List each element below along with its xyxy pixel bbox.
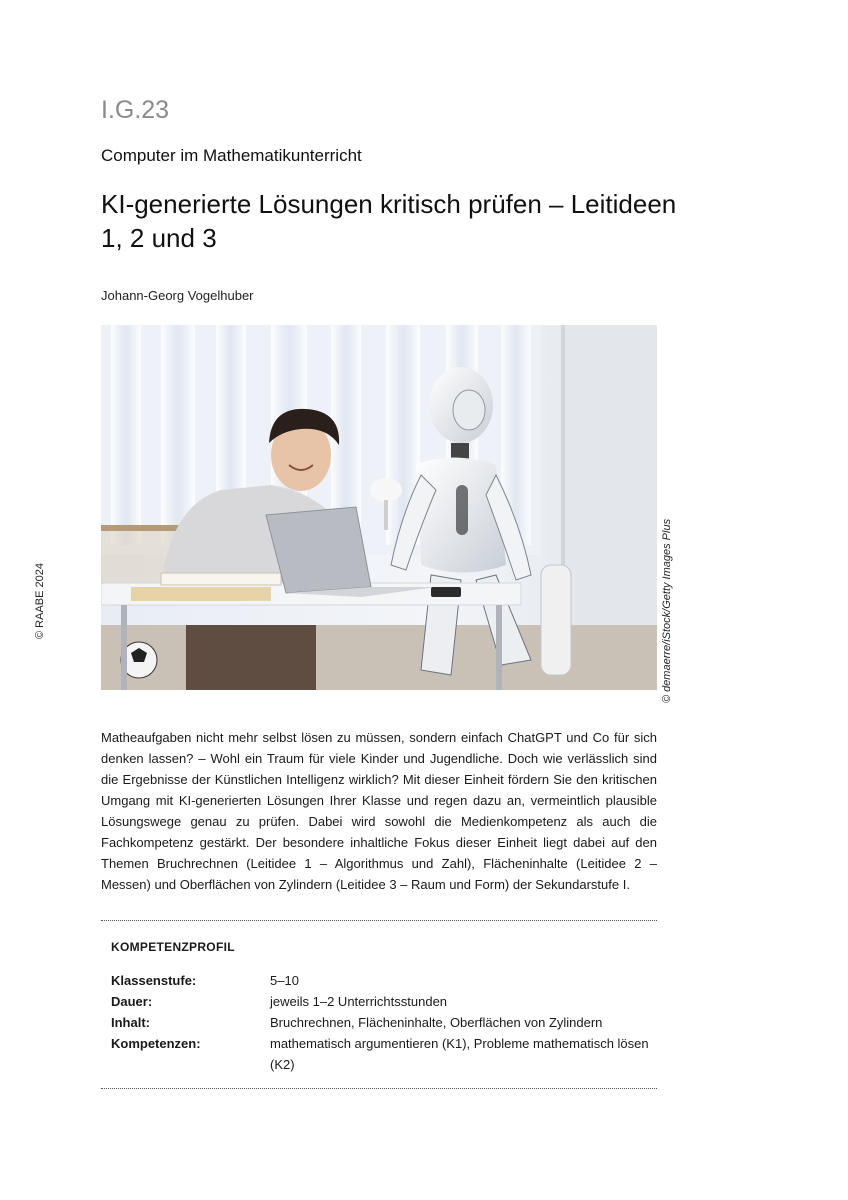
divider-bottom [101, 1088, 657, 1089]
author: Johann-Georg Vogelhuber [101, 288, 254, 303]
unit-code: I.G.23 [101, 96, 170, 124]
series-title: Computer im Mathematikunterricht [101, 146, 362, 165]
page-title: KI-generierte Lösungen kritisch prüfen – Leitideen 1, 2 und 3 [101, 189, 677, 253]
divider-top [101, 920, 657, 921]
intro-paragraph: Matheaufgaben nicht mehr selbst lösen zu müssen, sondern einfach ChatGPT und Co für sich denken lassen? – Wohl ein Traum für viele Kinder und Jugendliche. Doch wie verlässlich sind die Ergebnisse der Künstlichen Intelligenz wirklich? Mit dieser Einheit fördern Sie den kritischen Umgang mit KI-generierten Lösungen Ihrer Klasse und regen dazu an, vermeintlich plausible Lösungswege genau zu prüfen. Dabei wird sowohl die Medienkompetenz als auch die Fachkompetenz gestärkt. Der besondere inhaltliche Fokus dieser Einheit liegt dabei auf den Themen Bruchrechnen (Leitidee 1 – Algorithmus und Zahl), Flächeninhalte (Leitidee 2 – Messen) und Oberflächen von Zylindern (Leitidee 3 – Raum und Form) der Sekundarstufe I. [101, 730, 657, 892]
profile-label: Klassenstufe: [111, 973, 197, 988]
profile-value: 5–10 [270, 973, 299, 988]
profile-value: Bruchrechnen, Flächeninhalte, Oberflächen von Zylindern [270, 1015, 603, 1030]
image-credit: © demaerre/iStock/Getty Images Plus [661, 518, 673, 704]
profile-value: mathematisch argumentieren (K1), Probleme mathematisch lösen (K2) [270, 1036, 649, 1072]
profile-label: Kompetenzen: [111, 1036, 201, 1051]
cover-photo [101, 325, 657, 690]
photo-illustration [101, 325, 657, 690]
competence-profile-heading: KOMPETENZPROFIL [111, 940, 235, 954]
profile-value: jeweils 1–2 Unterrichtsstunden [270, 994, 448, 1009]
profile-label: Inhalt: [111, 1015, 150, 1030]
profile-label: Dauer: [111, 994, 153, 1009]
copyright-note: © RAABE 2024 [34, 563, 46, 639]
